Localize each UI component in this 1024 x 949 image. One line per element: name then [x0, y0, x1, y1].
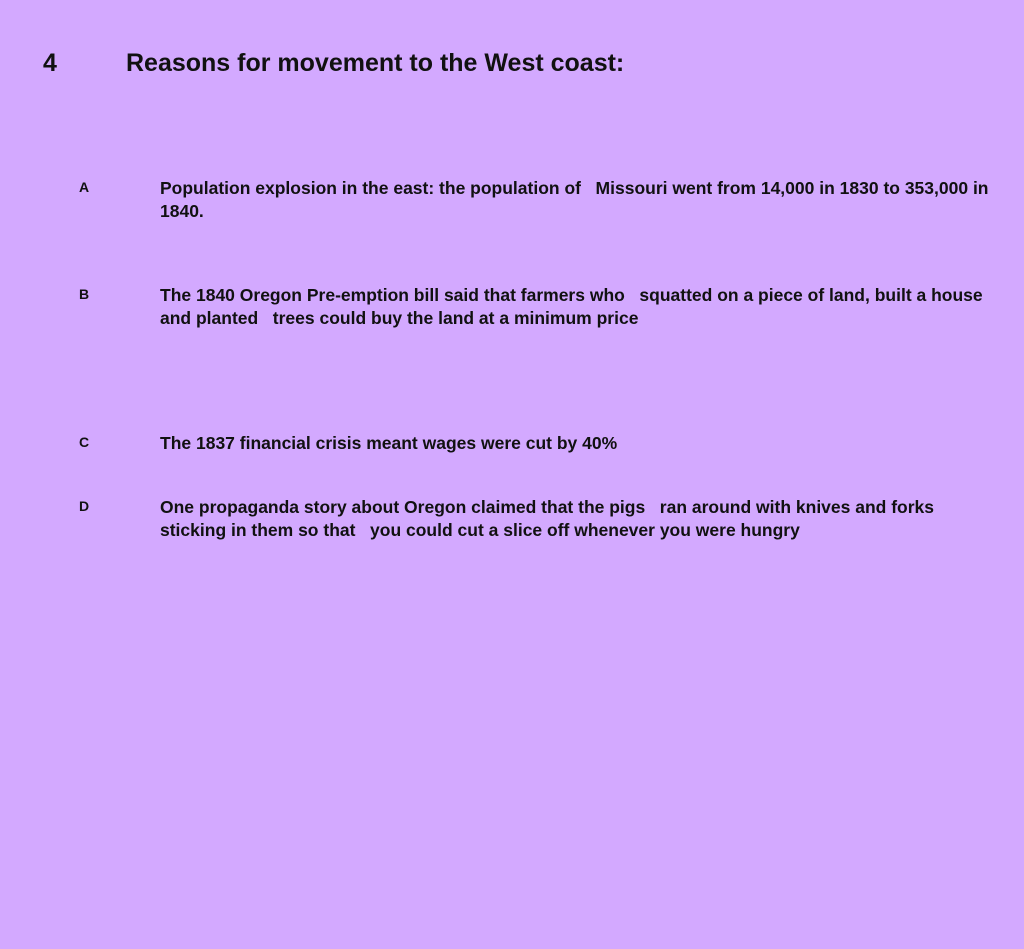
item-letter-a: A	[79, 179, 90, 195]
item-text-b: The 1840 Oregon Pre-emption bill said that farmers who squatted on a piece of land, built a house and planted trees could buy the land at a minimum price	[160, 285, 988, 328]
item-letter-d: D	[79, 498, 90, 514]
item-letter-c: C	[79, 434, 90, 450]
item-text-c: The 1837 financial crisis meant wages were cut by 40%	[160, 433, 618, 453]
slide-title: Reasons for movement to the West coast:	[126, 49, 625, 77]
item-letter-b: B	[79, 286, 90, 302]
slide-number: 4	[43, 49, 57, 77]
item-text-a: Population explosion in the east: the population of Missouri went from 14,000 in 1830 to 353,000 in 1840.	[160, 178, 994, 221]
item-text-d: One propaganda story about Oregon claimed that the pigs ran around with knives and forks sticking in them so that you could cut a slice off whenever you were hungry	[160, 497, 939, 540]
